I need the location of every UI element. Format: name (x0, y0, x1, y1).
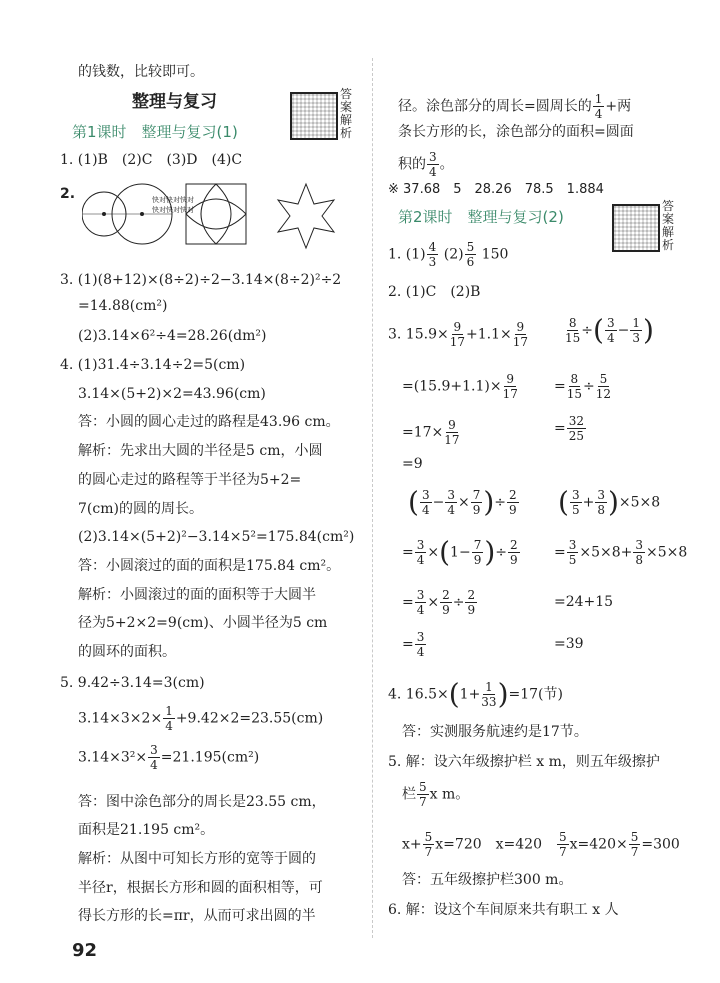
r-q3b-line2: = $\frac{8}{15}$ ÷ $\frac{5}{12}$ (554, 372, 612, 401)
q4-line7: (2)3.14×(5+2)²−3.14×5²=175.84(cm²) (78, 529, 355, 545)
q5-line7: 半径r，根据长方形和圆的面积相等，可 (78, 880, 323, 896)
figure-label-1: 快对快对快对 (152, 196, 194, 204)
q4-line2: 3.14×(5+2)×2=43.96(cm) (78, 386, 266, 402)
square-figure (186, 184, 246, 244)
flower-figure (186, 184, 246, 244)
q5-line6: 解析：从图中可知长方形的宽等于圆的 (78, 851, 316, 867)
r-lesson-title: 第2课时 整理与复习(2) (398, 208, 564, 226)
r-q3c-expr: ( $\frac{3}{4}$ − $\frac{3}{4}$ × $\frac{7}{9}$ )÷ $\frac{2}{9}$ (408, 485, 517, 519)
r-q3d-line4: =39 (554, 636, 584, 652)
r-q5-line2: 栏 $\frac{5}{7}$ x m。 (402, 780, 470, 809)
qr-label-right: 答案解析 (662, 199, 675, 252)
lesson-title: 第1课时 整理与复习(1) (72, 123, 238, 141)
r-q5-answer: 答：五年级擦护栏300 m。 (402, 872, 573, 888)
column-divider (372, 58, 373, 938)
figure-label-2: 快对快对快对 (152, 206, 194, 214)
q2-figures (82, 178, 362, 258)
r-q3c-line3: = $\frac{3}{4}$ × $\frac{2}{9}$ ÷ $\frac{2}{9}$ (402, 588, 476, 617)
q3-line2: =14.88(cm²) (78, 298, 168, 314)
q4-line11: 的圆环的面积。 (78, 644, 176, 660)
q5-line2: 3.14×3×2× $\frac{1}{4}$ +9.42×2=23.55(cm) (78, 704, 324, 733)
q4-line9: 解析：小圆滚过的面的面积等于大圆半 (78, 587, 316, 603)
r-q3d-line2: = $\frac{3}{5}$ ×5×8+ $\frac{3}{8}$ ×5×8 (554, 538, 688, 567)
q5-line8: 得长方形的长=πr，从而可求出圆的半 (78, 908, 316, 924)
r-p1: 径。涂色部分的周长=圆周长的 $\frac{1}{4}$ +两 (398, 92, 632, 121)
r-q3-line2: =(15.9+1.1)× $\frac{9}{17}$ (402, 372, 518, 401)
r-q4-answer: 答：实测服务航速约是17节。 (402, 724, 588, 740)
qr-code-right[interactable] (612, 204, 660, 252)
r-q3-line3: =17× $\frac{9}{17}$ (402, 418, 460, 447)
section-title: 整理与复习 (132, 92, 217, 112)
q5-line5: 面积是21.195 cm²。 (78, 822, 215, 838)
q4-line1: 4. (1)31.4÷3.14÷2=5(cm) (60, 357, 246, 373)
r-q3-line1: 3. 15.9× $\frac{9}{17}$ +1.1× $\frac{9}{17}$ (388, 320, 529, 349)
q3-line3: (2)3.14×6²÷4=28.26(dm²) (78, 328, 267, 344)
q4-line4: 解析：先求出大圆的半径是5 cm，小圆 (78, 443, 323, 459)
q3-line1: 3. (1)(8+12)×(8÷2)÷2−3.14×(8÷2)²÷2 (60, 272, 342, 288)
r-q3-line4: =9 (402, 456, 423, 472)
r-q6: 6. 解：设这个车间原来共有职工 x 人 (388, 902, 619, 918)
q4-line10: 径为5+2×2=9(cm)、小圆半径为5 cm (78, 615, 328, 631)
r-q3c-line2: = $\frac{3}{4}$ ×(1− $\frac{7}{9}$ )÷ $\frac{2}{9}$ (402, 535, 518, 569)
r-q3b-line1: $\frac{8}{15}$ ÷( $\frac{3}{4}$ − $\frac{1}{3}$ ) (565, 313, 654, 347)
q4-line6: 7(cm)的圆的周长。 (78, 501, 203, 517)
qr-label-left: 答案解析 (340, 87, 353, 140)
q5-line4: 答：图中涂色部分的周长是23.55 cm， (78, 794, 326, 810)
r-q4: 4. 16.5×(1+ $\frac{1}{33}$ )=17(节) (388, 677, 563, 711)
q1-answer: 1. (1)B (2)C (3)D (4)C (60, 152, 243, 168)
page-number: 92 (72, 940, 98, 961)
r-p4: ※ 37.68 5 28.26 78.5 1.884 (388, 182, 604, 197)
q5-line1: 5. 9.42÷3.14=3(cm) (60, 675, 205, 691)
intro-text: 的钱数，比较即可。 (78, 64, 204, 80)
r-q5-line1: 5. 解：设六年级擦护栏 x m，则五年级擦护 (388, 754, 660, 770)
q2-number: 2. (60, 186, 76, 202)
r-q3b-line3: = $\frac{32}{25}$ (554, 414, 585, 443)
r-q1: 1. (1) $\frac{4}{3}$ (2) $\frac{5}{6}$ 150 (388, 240, 509, 269)
r-p2: 条长方形的长，涂色部分的面积=圆面 (398, 124, 634, 140)
r-p3: 积的 $\frac{3}{4}$ 。 (398, 150, 454, 179)
q4-line8: 答：小圆滚过的面的面积是175.84 cm²。 (78, 558, 341, 574)
r-q3c-line4: = $\frac{3}{4}$ (402, 630, 425, 659)
r-q3d-line3: =24+15 (554, 594, 614, 610)
q4-line5: 的圆心走过的路程等于半径为5+2= (78, 472, 302, 488)
r-q3d-expr: ( $\frac{3}{5}$ + $\frac{3}{8}$ )×5×8 (558, 485, 661, 519)
star-figure (278, 184, 334, 248)
qr-code-left[interactable] (290, 92, 338, 140)
q5-line3: 3.14×3²× $\frac{3}{4}$ =21.195(cm²) (78, 743, 260, 772)
r-q2: 2. (1)C (2)B (388, 284, 481, 300)
r-q5-line3: x+ $\frac{5}{7}$ x=720 x=420 $\frac{5}{7}$ x=420× $\frac{5}{7}$ =300 (402, 830, 680, 859)
q4-line3: 答：小圆的圆心走过的路程是43.96 cm。 (78, 414, 340, 430)
